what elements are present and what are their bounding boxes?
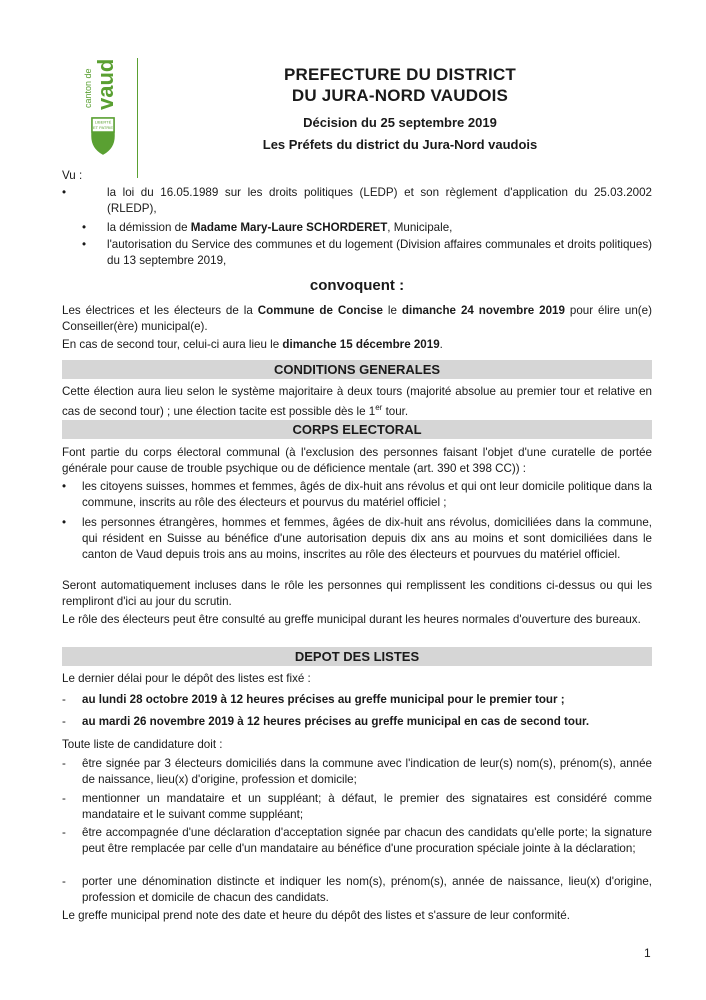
conditions-text: Cette élection aura lieu selon le système majoritaire à deux tours (majorité absolue au premier tour et relative en cas de second tour) ; une élection tacite est possible dès le 1er tour. [62,385,652,418]
conditions-generales-heading: CONDITIONS GENERALES [62,360,652,379]
vu-label: Vu : [62,169,83,182]
dash-icon: - [62,792,66,805]
corps-paragraph-1: Seront automatiquement incluses dans le rôle les personnes qui remplissent les conditions ci-dessus ou qui les rempliront d'ici au jour du scrutin. [62,579,652,608]
bullet-icon: • [62,480,67,493]
canton-vaud-logo [80,58,120,158]
corps-electoral-heading: CORPS ELECTORAL [62,420,652,439]
logo-motto-1: LIBERTÉ [94,119,112,125]
depot-intro: Le dernier délai pour le dépôt des listes est fixé : [62,672,311,685]
corps-paragraph-2: Le rôle des électeurs peut être consulté au greffe municipal durant les heures normales d'ouverture des bureaux. [62,613,641,626]
corps-item-1: les citoyens suisses, hommes et femmes, âgés de dix-huit ans révolus et qui ont leur domicile politique dans la commune, inscrits au rôle des électeurs et pourvus du matériel officiel ; [82,480,652,509]
dash-icon: - [62,757,66,770]
bullet-icon: • [82,221,87,234]
page-number: 1 [644,946,651,960]
logo-motto-2: ET PATRIE [92,125,114,130]
liste-requirement-4: porter une dénomination distincte et indiquer les nom(s), prénom(s), année de naissance, lieu(x) d'origine, profession et domicile de chacun des candidats. [82,875,652,904]
dash-icon: - [62,875,66,888]
prefets-line: Les Préfets du district du Jura-Nord vaudois [262,137,538,152]
vu-item-3: l'autorisation du Service des communes et du logement (Division affaires communales et droits politiques) du 13 septembre 2019, [107,238,652,267]
vu-item-1: la loi du 16.05.1989 sur les droits politiques (LEDP) et son règlement d'application du 25.03.2002 (RLEDP), [107,186,652,215]
bullet-icon: • [62,516,67,529]
deadline-first-tour: au lundi 28 octobre 2019 à 12 heures précises au greffe municipal pour le premier tour ; [82,693,565,706]
depot-final: Le greffe municipal prend note des date et heure du dépôt des listes et s'assure de leur conformité. [62,909,570,922]
logo-canton-text: canton de [83,68,93,108]
intro-paragraph-1: Les électrices et les électeurs de la Commune de Concise le dimanche 24 novembre 2019 pour élire un(e) Conseiller(ère) municipal(e). [62,304,652,333]
depot-listes-heading: DEPOT DES LISTES [62,647,652,666]
dash-icon: - [62,715,66,728]
header-divider [137,58,138,178]
prefecture-title-2: DU JURA-NORD VAUDOIS [291,86,509,105]
liste-requirement-1: être signée par 3 électeurs domiciliés dans la commune avec l'indication de leur(s) nom(s), prénom(s), année de naissance, lieu(x) d'origine, profession et domicile; [82,757,652,786]
convoquent-heading: convoquent : [309,277,405,294]
deadline-second-tour: au mardi 26 novembre 2019 à 12 heures précises au greffe municipal en cas de second tour. [82,715,590,728]
liste-requirement-2: mentionner un mandataire et un suppléant; à défaut, le premier des signataires est considéré comme mandataire et le suivant comme suppléant; [82,792,652,821]
decision-date: Décision du 25 septembre 2019 [303,115,497,130]
vu-item-2: la démission de Madame Mary-Laure SCHORDERET, Municipale, [107,221,453,234]
dash-icon: - [62,826,66,839]
corps-item-2: les personnes étrangères, hommes et femmes, âgées de dix-huit ans révolus, domiciliées dans la commune, qui résident en Suisse au bénéfice d'une autorisation depuis dix ans au moins et sont domiciliées dans le canton de Vaud depuis trois ans au moins, inscrites au rôle des électeurs et pourvues du matériel officiel. [82,516,652,561]
toute-liste-label: Toute liste de candidature doit : [62,738,223,751]
intro-paragraph-2: En cas de second tour, celui-ci aura lieu le dimanche 15 décembre 2019. [62,338,443,351]
bullet-icon: • [62,186,67,199]
dash-icon: - [62,693,66,706]
bullet-icon: • [82,238,87,251]
liste-requirement-3: être accompagnée d'une déclaration d'acceptation signée par chacun des candidats qu'elle porte; la signature peut être remplacée par celle d'un mandataire au bénéfice d'une procuration spéciale jointe à la déclaration; [82,826,652,855]
logo-vaud-text: vaud [93,58,118,110]
corps-intro: Font partie du corps électoral communal (à l'exclusion des personnes faisant l'objet d'une curatelle de portée générale pour cause de trouble psychique ou de déficience mentale (art. 390 et 398 CC)) : [62,446,652,475]
prefecture-title-1: PREFECTURE DU DISTRICT [283,65,517,84]
